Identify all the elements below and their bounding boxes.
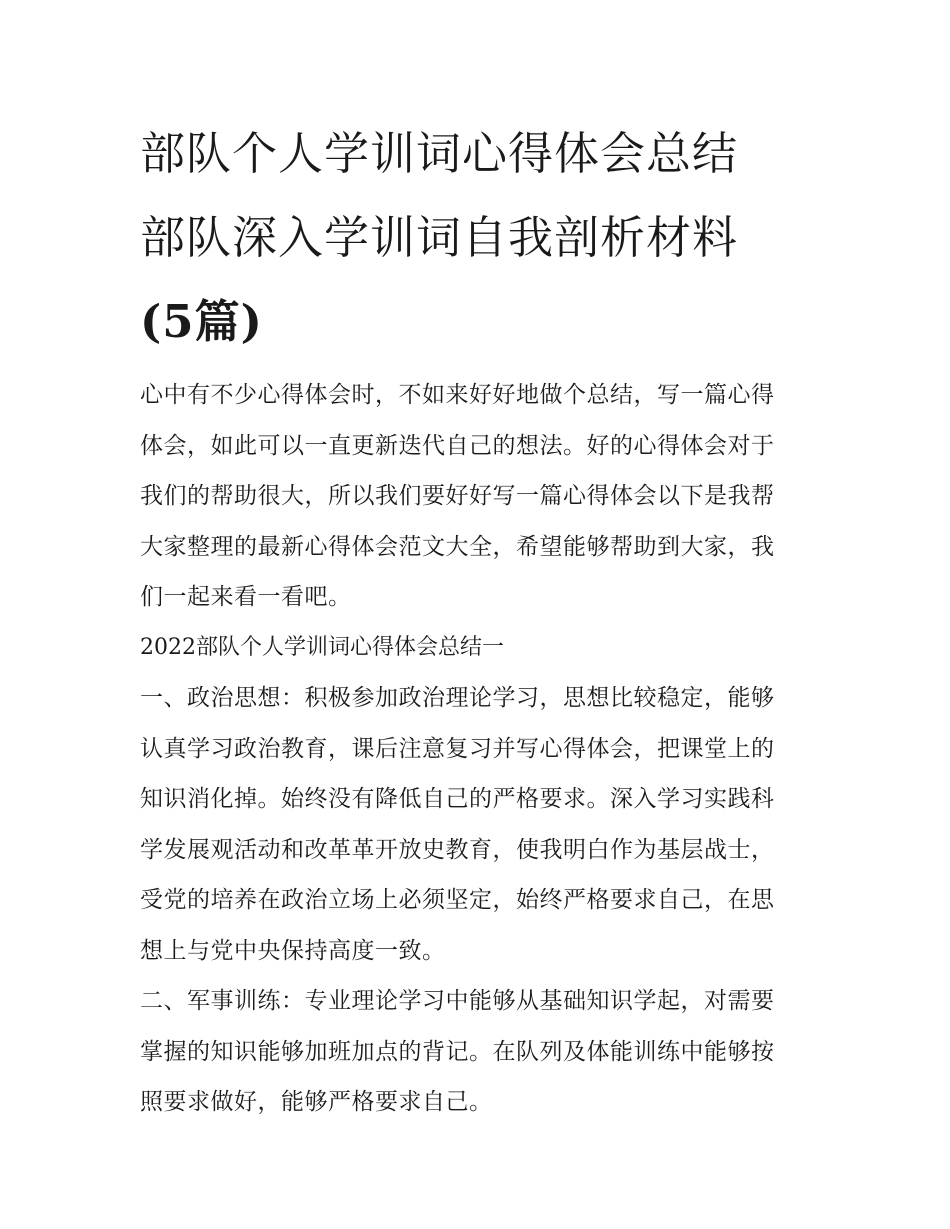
title-line: 部队深入学训词自我剖析材料: [140, 211, 739, 264]
text-line: 想上与党中央保持高度一致。: [140, 937, 446, 964]
text-line: 照要求做好，能够严格要求自己。: [140, 1089, 493, 1115]
text-line: 认真学习政治教育，课后注意复习并写心得体会，把课堂上的: [140, 735, 775, 762]
text-line: 心中有不少心得体会时，不如来好好地做个总结，写一篇心得: [140, 382, 775, 408]
document-title: [140, 112, 820, 364]
text-line: 们一起来看一看吧。: [140, 584, 352, 610]
political-thought-paragraph: [140, 673, 820, 976]
text-line: 大家整理的最新心得体会范文大全，希望能够帮助到大家，我: [140, 533, 775, 560]
document-page: [140, 112, 820, 1128]
text-line: 学发展观活动和改革革开放史教育，使我明白作为基层战士，: [140, 836, 775, 863]
text-line: 受党的培养在政治立场上必须坚定，始终严格要求自己，在思: [140, 887, 775, 913]
text-line: 体会，如此可以一直更新迭代自己的想法。好的心得体会对于: [140, 432, 775, 459]
text-line: 知识消化掉。始终没有降低自己的严格要求。深入学习实践科: [140, 786, 775, 812]
text-line: 掌握的知识能够加班加点的背记。在队列及体能训练中能够按: [140, 1038, 775, 1065]
document-body: [140, 370, 820, 1128]
text-line: 一、政治思想：积极参加政治理论学习，思想比较稳定，能够: [140, 685, 775, 711]
text-line: 二、军事训练：专业理论学习中能够从基础知识学起，对需要: [140, 988, 775, 1014]
military-training-paragraph: [140, 976, 820, 1128]
title-line: 部队个人学训词心得体会总结: [140, 127, 739, 180]
intro-paragraph: [140, 370, 820, 623]
text-line: 我们的帮助很大，所以我们要好好写一篇心得体会以下是我帮: [140, 483, 775, 509]
title-line: (5篇): [140, 295, 263, 348]
section-heading: 2022部队个人学训词心得体会总结一: [140, 634, 504, 660]
